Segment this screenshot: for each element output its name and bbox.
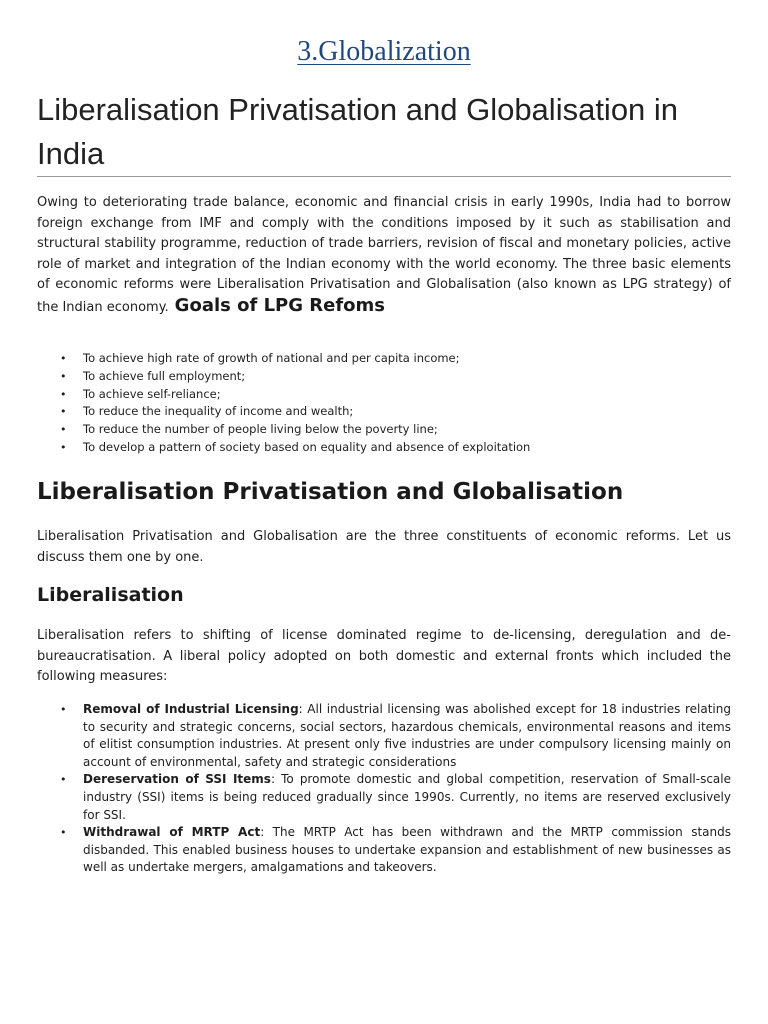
list-item [37, 439, 731, 457]
goals-list [37, 350, 731, 457]
goal-text: To achieve high rate of growth of national and per capita income; [83, 351, 460, 365]
list-item [37, 403, 731, 421]
intro-paragraph [37, 193, 731, 318]
goals-heading: Goals of LPG Refoms [174, 294, 386, 316]
measure-text: : The MRTP Act has been withdrawn and the MRTP commission stands disbanded. This enabled business houses to undertake expansion and establishment of new businesses as well as undertake mergers, amalgamations and takeovers. [83, 825, 731, 875]
page-title: Liberalisation Privatisation and Globalisation in India [37, 92, 679, 171]
section-heading: Liberalisation Privatisation and Globalisation [37, 479, 624, 505]
bullet-icon: • [60, 440, 67, 454]
intro-text: Owing to deteriorating trade balance, economic and financial crisis in early 1990s, India had to borrow foreign exchange from IMF and comply with the conditions imposed by it such as stabilisation and structural stability programme, reduction of trade barriers, revision of fiscal and monetary policies, active role of market and integration of the Indian economy with the world economy. The three basic elements of economic reforms were Liberalisation Privatisation and Globalisation (also known as LPG strategy) of the Indian economy. [37, 195, 731, 315]
measure-term: Removal of Industrial Licensing [83, 702, 299, 716]
bullet-icon: • [60, 387, 67, 401]
list-item [37, 368, 731, 386]
list-item [37, 771, 731, 824]
bullet-icon: • [60, 703, 67, 716]
measure-text: : To promote domestic and global competition, reservation of Small-scale industry (SSI) items is being reduced gradually since 1990s. Currently, no items are reserved exclusively for SSI. [83, 772, 731, 822]
list-item [37, 386, 731, 404]
chapter-title: 3.Globalization [297, 36, 471, 67]
measures-list [37, 701, 731, 877]
section-intro-paragraph: Liberalisation Privatisation and Globalisation are the three constituents of economic reforms. Let us discuss them one by one. [37, 529, 731, 565]
list-item [37, 824, 731, 877]
bullet-icon: • [60, 826, 67, 840]
goal-text: To achieve self-reliance; [83, 386, 221, 401]
subsection-heading: Liberalisation [37, 584, 184, 606]
bullet-icon: • [60, 773, 67, 787]
list-item [37, 421, 731, 439]
bullet-icon: • [60, 423, 67, 437]
goal-text: To reduce the number of people living below the poverty line; [83, 422, 438, 437]
bullet-icon: • [60, 369, 67, 383]
goal-text: To reduce the inequality of income and wealth; [83, 404, 354, 419]
bullet-icon: • [60, 352, 67, 365]
list-item [37, 701, 731, 771]
heading-divider [37, 176, 731, 177]
bullet-icon: • [60, 405, 67, 419]
goal-text: To achieve full employment; [83, 368, 246, 383]
liberalisation-paragraph: Liberalisation refers to shifting of license dominated regime to de-licensing, deregulation and de-bureaucratisation. A liberal policy adopted on both domestic and external fronts which included the following measures: [37, 628, 731, 684]
goal-text: To develop a pattern of society based on equality and absence of exploitation [83, 439, 531, 454]
measure-term: Withdrawal of MRTP Act [83, 825, 261, 840]
measure-text: : All industrial licensing was abolished except for 18 industries relating to security and strategic concerns, social sectors, hazardous chemicals, environmental reasons and items of elitist consumption industries. At present only five industries are under compulsory licensing mainly on account of environmental, safety and strategic considerations [83, 702, 731, 769]
list-item [37, 350, 731, 368]
measure-term: Dereservation of SSI Items [83, 772, 271, 787]
